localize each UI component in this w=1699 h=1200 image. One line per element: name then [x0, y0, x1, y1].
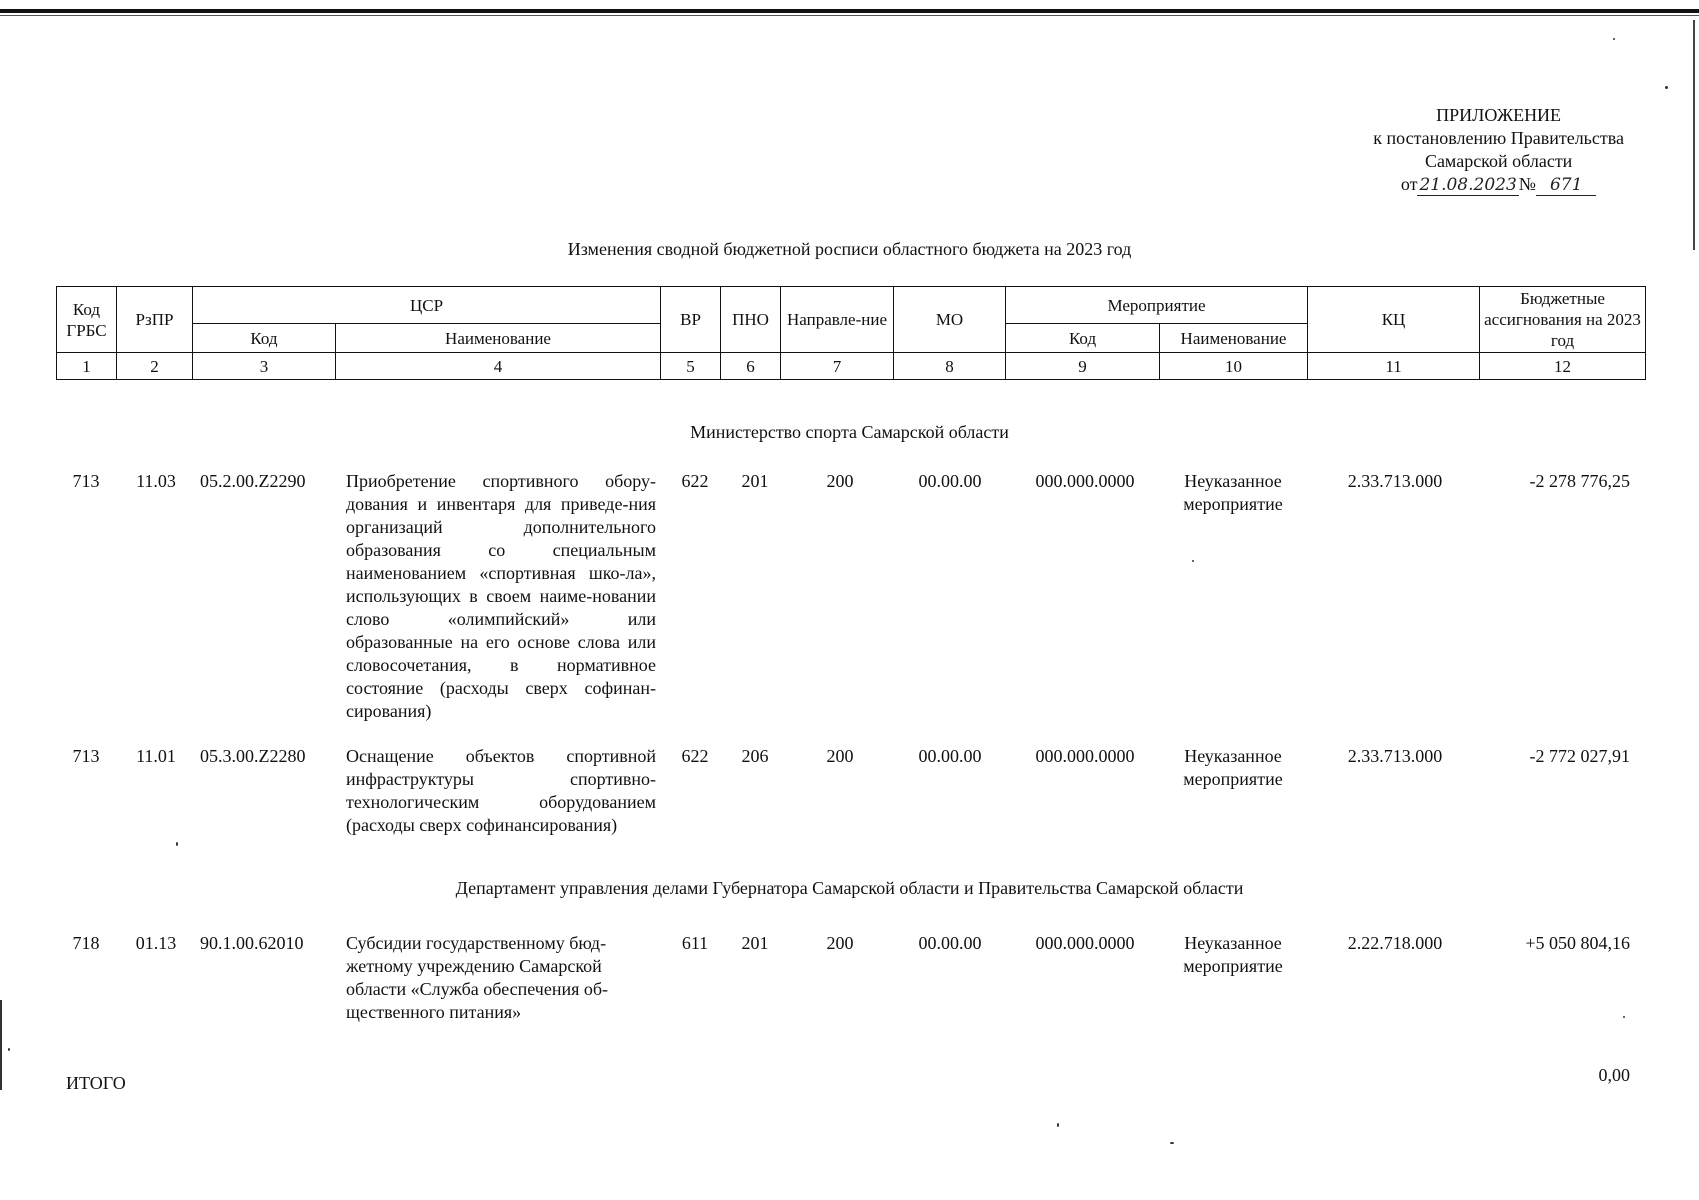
- appendix-number-label: №: [1518, 174, 1536, 194]
- cell-kc: 2.33.713.000: [1347, 471, 1443, 491]
- cell-grbs: 718: [72, 933, 100, 953]
- col-number: 10: [1160, 353, 1308, 380]
- scan-top-border-thin: [0, 15, 1699, 16]
- header-csr-name: Наименование: [336, 324, 661, 353]
- header-pno: ПНО: [721, 287, 781, 353]
- cell-csr-name: Субсидии государственному бюд-жетному учреждению Самарской области «Служба обеспечения об-щественного питания»: [346, 933, 609, 1022]
- appendix-line1: к постановлению Правительства: [1373, 128, 1624, 148]
- cell-meropr-name: Неуказанное мероприятие: [1183, 933, 1283, 976]
- cell-grbs: 713: [72, 746, 100, 766]
- cell-meropr-code: 000.000.0000: [1035, 471, 1135, 491]
- header-csr: ЦСР: [193, 287, 661, 324]
- cell-mo: 00.00.00: [918, 933, 982, 953]
- header-grbs: Код ГРБС: [57, 287, 117, 353]
- scan-speck: [8, 1048, 10, 1051]
- col-number: 1: [57, 353, 117, 380]
- cell-meropr-code: 000.000.0000: [1035, 933, 1135, 953]
- col-number: 4: [336, 353, 661, 380]
- cell-vr: 622: [681, 471, 709, 491]
- appendix-date: 21.08.2023: [1419, 175, 1517, 195]
- cell-kc: 2.33.713.000: [1347, 746, 1443, 766]
- col-number: 2: [117, 353, 193, 380]
- cell-napr: 200: [826, 933, 854, 953]
- scan-speck: [176, 842, 178, 846]
- header-mo: МО: [894, 287, 1006, 353]
- cell-pno: 201: [741, 471, 769, 491]
- col-number: 9: [1006, 353, 1160, 380]
- appendix-from-label: от: [1400, 174, 1418, 194]
- header-csr-code: Код: [193, 324, 336, 353]
- cell-amount: -2 278 776,25: [1529, 471, 1630, 491]
- col-number: 12: [1480, 353, 1646, 380]
- scan-speck: [1623, 1016, 1625, 1018]
- header-budget: Бюджетные ассигнования на 2023 год: [1480, 287, 1646, 353]
- scan-speck: [1665, 86, 1668, 89]
- cell-rzpr: 11.01: [136, 746, 176, 766]
- header-meropr-code: Код: [1006, 324, 1160, 353]
- scan-left-edge: [0, 1000, 2, 1090]
- cell-rzpr: 11.03: [136, 471, 176, 491]
- header-meropr: Мероприятие: [1006, 287, 1308, 324]
- scan-speck: [1613, 38, 1615, 40]
- cell-vr: 611: [681, 933, 709, 953]
- header-rzpr: РзПР: [117, 287, 193, 353]
- cell-meropr-name: Неуказанное мероприятие: [1183, 746, 1283, 789]
- scan-speck: [1192, 560, 1194, 562]
- scan-top-border: [0, 9, 1699, 13]
- appendix-block: [1373, 104, 1624, 197]
- cell-meropr-name: Неуказанное мероприятие: [1183, 471, 1283, 514]
- appendix-number: 671: [1536, 175, 1596, 196]
- appendix-title: ПРИЛОЖЕНИЕ: [1436, 105, 1562, 125]
- cell-mo: 00.00.00: [918, 471, 982, 491]
- table-header: [56, 286, 1646, 380]
- cell-amount: +5 050 804,16: [1525, 933, 1630, 953]
- scan-speck: [1057, 1123, 1059, 1127]
- section-title: Департамент управления делами Губернатора Самарской области и Правительства Самарской области: [455, 878, 1244, 898]
- cell-kc: 2.22.718.000: [1347, 933, 1443, 953]
- total-value: 0,00: [1598, 1065, 1630, 1085]
- cell-csr-code: 05.3.00.Z2280: [200, 746, 306, 766]
- cell-mo: 00.00.00: [918, 746, 982, 766]
- cell-csr-code: 90.1.00.62010: [200, 933, 304, 953]
- scan-right-edge: [1693, 20, 1695, 250]
- cell-csr-code: 05.2.00.Z2290: [200, 471, 306, 491]
- cell-napr: 200: [826, 471, 854, 491]
- header-napr: Направле-ние: [781, 287, 894, 353]
- total-label: ИТОГО: [66, 1073, 126, 1093]
- col-number: 5: [661, 353, 721, 380]
- scan-speck: [1170, 1142, 1174, 1144]
- col-number: 3: [193, 353, 336, 380]
- col-number: 8: [894, 353, 1006, 380]
- col-number: 7: [781, 353, 894, 380]
- appendix-date-line: [1401, 173, 1597, 197]
- col-number: 6: [721, 353, 781, 380]
- cell-napr: 200: [826, 746, 854, 766]
- document-title: Изменения сводной бюджетной росписи областного бюджета на 2023 год: [567, 239, 1132, 259]
- cell-grbs: 713: [72, 471, 100, 491]
- cell-csr-name: Приобретение спортивного обору-дования и инвентаря для приведе-ния организаций дополнительного образования со специальным наименованием «спортивная шко-ла», использующих в своем наиме-новании слово «олимпийский» или образованные на его основе слова или словосочетания, в нормативное состояние (расходы сверх софинан-сирования): [346, 471, 656, 721]
- section-title: Министерство спорта Самарской области: [690, 422, 1009, 442]
- cell-rzpr: 01.13: [135, 933, 177, 953]
- header-meropr-name: Наименование: [1160, 324, 1308, 353]
- header-vr: ВР: [661, 287, 721, 353]
- cell-csr-name: Оснащение объектов спортивной инфраструктуры спортивно-технологическим оборудованием (расходы сверх софинансирования): [346, 746, 656, 835]
- col-number: 11: [1308, 353, 1480, 380]
- header-kc: КЦ: [1308, 287, 1480, 353]
- cell-vr: 622: [681, 746, 709, 766]
- cell-meropr-code: 000.000.0000: [1035, 746, 1135, 766]
- cell-pno: 201: [741, 933, 769, 953]
- appendix-line2: Самарской области: [1424, 151, 1573, 171]
- cell-pno: 206: [741, 746, 769, 766]
- cell-amount: -2 772 027,91: [1529, 746, 1630, 766]
